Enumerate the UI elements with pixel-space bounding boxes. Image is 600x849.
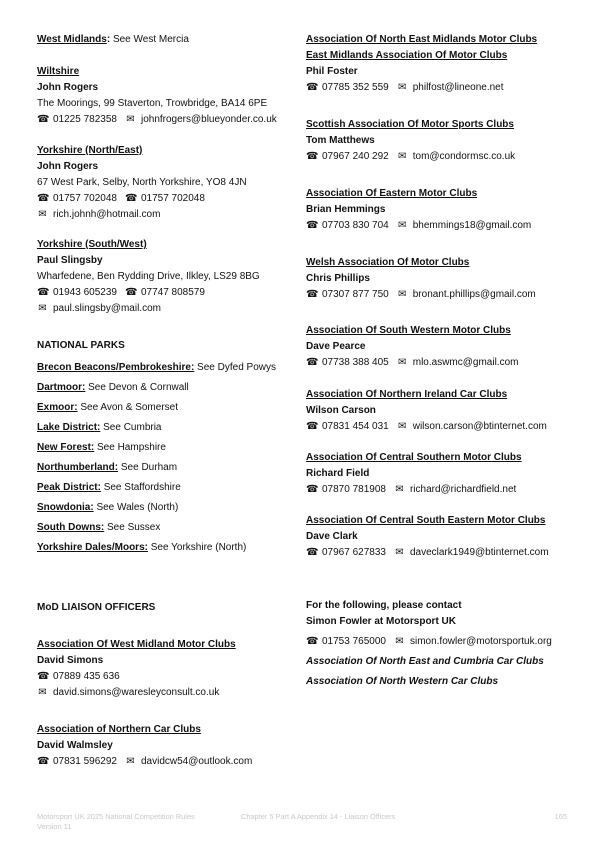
contact-name: John Rogers — [37, 82, 99, 93]
phone-number[interactable]: 01757 702048 — [53, 193, 117, 204]
email-icon: ✉ — [398, 220, 407, 231]
phone-icon: ☎ — [306, 547, 319, 558]
see-reference: See West Mercia — [110, 34, 189, 45]
email-address[interactable]: mlo.aswmc@gmail.com — [412, 357, 519, 368]
email-address[interactable]: tom@condormsc.co.uk — [412, 151, 516, 162]
contact-name: Wilson Carson — [306, 405, 376, 416]
wiltshire-entry — [37, 64, 307, 128]
west-midland-clubs-entry — [37, 637, 307, 701]
section-heading: Association Of Northern Ireland Car Clubs — [306, 389, 508, 400]
list-item: Peak District: See Staffordshire — [37, 482, 181, 493]
phone-number[interactable]: 07785 352 559 — [322, 82, 389, 93]
phone-icon: ☎ — [37, 671, 50, 682]
phone-number[interactable]: 01757 702048 — [140, 193, 205, 204]
contact-name: Richard Field — [306, 468, 370, 479]
welsh-entry — [306, 255, 576, 303]
phone-icon: ☎ — [37, 114, 50, 125]
contact-name: Dave Clark — [306, 531, 358, 542]
section-heading: Association Of Central Southern Motor Clubs — [306, 452, 522, 463]
section-heading: East Midlands Association Of Motor Clubs — [306, 50, 508, 61]
email-address[interactable]: david.simons@waresleyconsult.co.uk — [53, 687, 220, 698]
list-item: South Downs: See Sussex — [37, 522, 161, 533]
contact-name: Phil Foster — [306, 66, 358, 77]
address: The Moorings, 99 Staverton, Trowbridge, BA14 6PE — [37, 98, 268, 109]
association-name: Association Of North East and Cumbria Car Clubs — [306, 656, 544, 667]
email-address[interactable]: bronant.phillips@gmail.com — [412, 289, 536, 300]
page-number: 165 — [554, 812, 567, 821]
contact-name: David Walmsley — [37, 740, 113, 751]
contact-name: Brian Hemmings — [306, 204, 386, 215]
contact-name: Simon Fowler at Motorsport UK — [306, 616, 456, 627]
list-item: Dartmoor: See Devon & Cornwall — [37, 382, 189, 393]
phone-number[interactable]: 01225 782358 — [53, 114, 117, 125]
list-item: New Forest: See Hampshire — [37, 442, 166, 453]
list-item: Snowdonia: See Wales (North) — [37, 502, 179, 513]
email-address[interactable]: wilson.carson@btinternet.com — [412, 421, 547, 432]
list-item: Brecon Beacons/Pembrokeshire: See Dyfed Powys — [37, 362, 276, 373]
email-icon: ✉ — [395, 547, 404, 558]
email-address[interactable]: bhemmings18@gmail.com — [412, 220, 532, 231]
west-midlands-entry: West Midlands: See West Mercia — [37, 34, 189, 45]
section-heading: Association Of Eastern Motor Clubs — [306, 188, 478, 199]
section-heading: Welsh Association Of Motor Clubs — [306, 257, 470, 268]
email-address[interactable]: philfost@lineone.net — [412, 82, 504, 93]
phone-icon: ☎ — [306, 421, 319, 432]
email-icon: ✉ — [398, 289, 407, 300]
section-heading: Yorkshire (South/West) — [37, 239, 147, 250]
phone-icon: ☎ — [306, 151, 319, 162]
contact-name: Dave Pearce — [306, 341, 366, 352]
phone-number[interactable]: 07831 454 031 — [322, 421, 389, 432]
list-item: Exmoor: See Avon & Somerset — [37, 402, 178, 413]
phone-number[interactable]: 07967 240 292 — [322, 151, 389, 162]
email-icon: ✉ — [395, 636, 404, 647]
email-icon: ✉ — [38, 303, 47, 314]
phone-number[interactable]: 07747 808579 — [140, 287, 205, 298]
email-address[interactable]: richard@richardfield.net — [409, 484, 517, 495]
central-southern-entry — [306, 450, 576, 498]
email-icon: ✉ — [398, 82, 407, 93]
email-icon: ✉ — [126, 114, 135, 125]
phone-number[interactable]: 07870 781908 — [322, 484, 386, 495]
address: 67 West Park, Selby, North Yorkshire, YO8 4JN — [37, 177, 247, 188]
phone-icon: ☎ — [37, 287, 50, 298]
email-icon: ✉ — [38, 209, 47, 220]
south-western-entry — [306, 323, 576, 371]
section-heading: West Midlands — [37, 34, 107, 45]
email-icon: ✉ — [38, 687, 47, 698]
central-south-eastern-entry — [306, 513, 576, 561]
address: Wharfedene, Ben Rydding Drive, Ilkley, LS29 8BG — [37, 271, 260, 282]
northern-car-clubs-entry — [37, 722, 307, 770]
phone-icon: ☎ — [306, 220, 319, 231]
email-icon: ✉ — [395, 484, 404, 495]
phone-number[interactable]: 01753 765000 — [322, 636, 386, 647]
phone-number[interactable]: 07967 627833 — [322, 547, 386, 558]
association-name: Association Of North Western Car Clubs — [306, 676, 499, 687]
contact-name: John Rogers — [37, 161, 99, 172]
national-parks-section — [37, 338, 307, 558]
email-address[interactable]: davidcw54@outlook.com — [140, 756, 253, 767]
list-item: Yorkshire Dales/Moors: See Yorkshire (North) — [37, 542, 247, 553]
phone-icon: ☎ — [37, 756, 50, 767]
yorkshire-south-west-entry — [37, 237, 307, 317]
section-heading: Wiltshire — [37, 66, 80, 77]
footer-title: Motorsport UK 2025 National Competition Rules — [37, 812, 195, 821]
section-heading: Association Of West Midland Motor Clubs — [37, 639, 236, 650]
email-icon: ✉ — [398, 357, 407, 368]
list-item: Lake District: See Cumbria — [37, 422, 162, 433]
email-address[interactable]: paul.slingsby@mail.com — [53, 303, 161, 314]
email-icon: ✉ — [126, 756, 135, 767]
mod-liaison-title: MoD LIAISON OFFICERS — [37, 602, 156, 613]
footer-chapter: Chapter 5 Part A Appendix 14 - Liaison Officers — [241, 812, 396, 821]
phone-icon: ☎ — [306, 82, 319, 93]
footer-version: Version 11 — [37, 822, 72, 831]
section-heading: Association Of Central South Eastern Motor Clubs — [306, 515, 546, 526]
phone-icon: ☎ — [306, 484, 319, 495]
section-heading: Association Of North East Midlands Motor Clubs — [306, 34, 538, 45]
contact-intro: For the following, please contact — [306, 600, 462, 611]
email-address[interactable]: daveclark1949@btinternet.com — [409, 547, 549, 558]
motorsport-uk-contact — [306, 598, 576, 690]
phone-number[interactable]: 07703 830 704 — [322, 220, 389, 231]
yorkshire-north-east-entry — [37, 143, 307, 223]
email-icon: ✉ — [398, 421, 407, 432]
list-item: Northumberland: See Durham — [37, 462, 178, 473]
phone-number[interactable]: 07307 877 750 — [322, 289, 389, 300]
email-address[interactable]: simon.fowler@motorsportuk.org — [409, 636, 552, 647]
phone-number[interactable]: 07738 388 405 — [322, 357, 389, 368]
ne-midlands-entry — [306, 32, 576, 96]
phone-icon: ☎ — [306, 357, 319, 368]
email-address[interactable]: rich.johnh@hotmail.com — [53, 209, 161, 220]
contact-name: Tom Matthews — [306, 135, 375, 146]
email-address[interactable]: johnfrogers@blueyonder.co.uk — [140, 114, 277, 125]
phone-number[interactable]: 07831 596292 — [53, 756, 117, 767]
contact-name: Chris Phillips — [306, 273, 370, 284]
section-heading: Association Of South Western Motor Clubs — [306, 325, 511, 336]
section-heading: Scottish Association Of Motor Sports Clubs — [306, 119, 514, 130]
contact-name: David Simons — [37, 655, 104, 666]
phone-number[interactable]: 07889 435 636 — [53, 671, 120, 682]
email-icon: ✉ — [398, 151, 407, 162]
phone-icon: ☎ — [306, 636, 319, 647]
phone-icon: ☎ — [37, 193, 50, 204]
eastern-entry — [306, 186, 576, 234]
phone-icon: ☎ — [124, 193, 138, 204]
scottish-entry — [306, 117, 576, 165]
phone-icon: ☎ — [124, 287, 138, 298]
phone-number[interactable]: 01943 605239 — [53, 287, 117, 298]
section-heading: Association of Northern Car Clubs — [37, 724, 201, 735]
section-title: NATIONAL PARKS — [37, 340, 125, 351]
national-parks-list — [37, 358, 307, 558]
northern-ireland-entry — [306, 387, 576, 435]
contact-name: Paul Slingsby — [37, 255, 103, 266]
section-heading: Yorkshire (North/East) — [37, 145, 143, 156]
phone-icon: ☎ — [306, 289, 319, 300]
